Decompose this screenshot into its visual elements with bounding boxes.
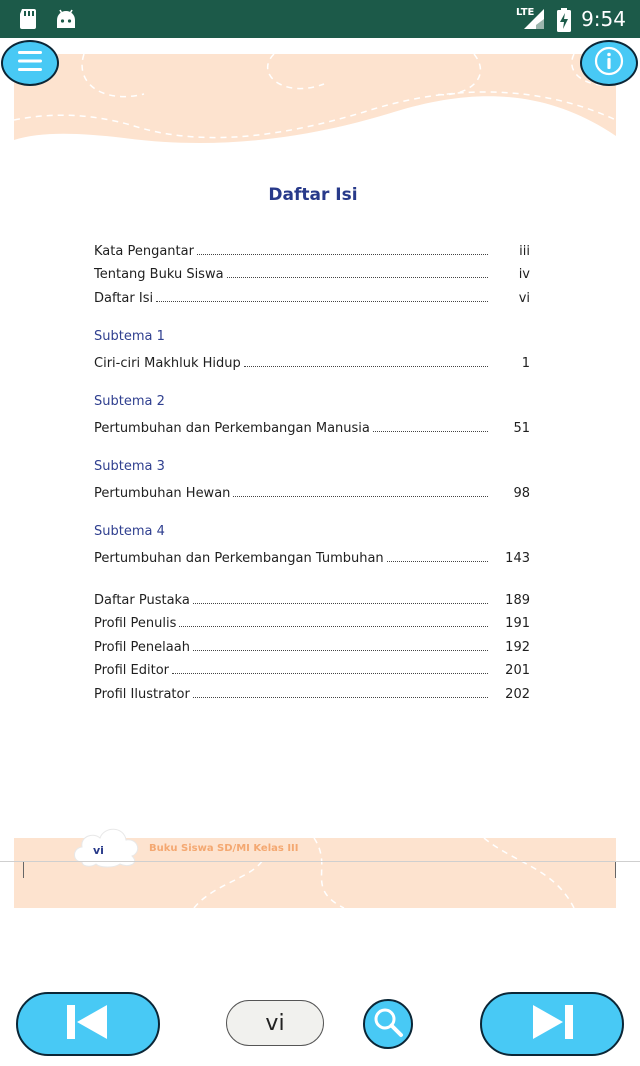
menu-button[interactable] — [1, 40, 59, 86]
subtema-heading: Subtema 3 — [94, 459, 165, 474]
previous-page-button[interactable] — [16, 992, 160, 1056]
toc-row — [94, 658, 530, 678]
toc-page-number: iv — [518, 267, 530, 282]
toc-dots — [179, 625, 488, 627]
toc-page-number: 202 — [505, 687, 530, 702]
info-icon — [593, 45, 625, 81]
toc-row — [94, 635, 530, 655]
skip-previous-icon — [65, 1003, 111, 1045]
clock-time: 9:54 — [581, 7, 626, 31]
network-type-label: LTE — [516, 7, 535, 18]
toc-dots — [244, 365, 488, 367]
toc-label: Tentang Buku Siswa — [94, 267, 224, 282]
toc-dots — [373, 430, 488, 432]
toc-dots — [156, 300, 488, 302]
status-bar — [0, 0, 640, 38]
toc-page-number: vi — [518, 291, 530, 306]
android-icon — [55, 8, 77, 34]
toc-row — [94, 286, 530, 306]
toc-page-number: 189 — [505, 593, 530, 608]
subtema-heading: Subtema 4 — [94, 524, 165, 539]
toc-label: Profil Penulis — [94, 616, 177, 631]
toc-page-number: 143 — [505, 551, 530, 566]
toc-dots — [227, 276, 488, 278]
toc-page-number: 201 — [505, 663, 530, 678]
toc-label: Kata Pengantar — [94, 244, 194, 259]
toc-label: Pertumbuhan dan Perkembangan Manusia — [94, 421, 370, 436]
bottom-navigation-bar — [0, 982, 640, 1066]
info-button[interactable] — [580, 40, 638, 86]
toc-label: Pertumbuhan dan Perkembangan Tumbuhan — [94, 551, 384, 566]
toc-dots — [387, 560, 488, 562]
page-edge-line — [0, 861, 640, 862]
toc-row — [94, 481, 530, 501]
toc-row — [94, 611, 530, 631]
subtema-heading: Subtema 1 — [94, 329, 165, 344]
page-edge-tick — [23, 862, 24, 878]
header-decoration — [14, 54, 616, 164]
toc-row — [94, 682, 530, 702]
toc-page-number: 1 — [521, 356, 530, 371]
toc-label: Profil Editor — [94, 663, 170, 678]
toc-page-number: iii — [519, 244, 530, 259]
search-button[interactable] — [363, 999, 413, 1049]
toc-label: Profil Penelaah — [94, 640, 190, 655]
toc-dots — [172, 672, 488, 674]
toc-label: Pertumbuhan Hewan — [94, 486, 231, 501]
toc-row — [94, 416, 530, 436]
book-page — [0, 38, 640, 982]
footer-book-title: Buku Siswa SD/MI Kelas III — [149, 843, 299, 854]
subtema-heading: Subtema 2 — [94, 394, 165, 409]
toc-dots — [193, 602, 488, 604]
battery-charging-icon — [556, 8, 572, 36]
toc-dots — [193, 696, 488, 698]
toc-row — [94, 588, 530, 608]
toc-row — [94, 351, 530, 371]
toc-dots — [193, 649, 488, 651]
toc-row — [94, 546, 530, 566]
search-icon — [372, 1006, 404, 1042]
page-indicator[interactable]: vi — [226, 1000, 324, 1046]
toc-page-number: 51 — [513, 421, 530, 436]
page-edge-tick — [615, 862, 616, 878]
toc-label: Daftar Isi — [94, 291, 154, 306]
toc-page-number: 191 — [505, 616, 530, 631]
page-title: Daftar Isi — [268, 185, 358, 205]
toc-dots — [197, 253, 488, 255]
toc-dots — [233, 495, 488, 497]
toc-row — [94, 239, 530, 259]
hamburger-menu-icon — [17, 49, 43, 77]
toc-label: Profil Ilustrator — [94, 687, 190, 702]
toc-label: Daftar Pustaka — [94, 593, 190, 608]
toc-page-number: 192 — [505, 640, 530, 655]
toc-row — [94, 262, 530, 282]
skip-next-icon — [529, 1003, 575, 1045]
next-page-button[interactable] — [480, 992, 624, 1056]
signal-icon — [522, 8, 546, 34]
toc-page-number: 98 — [513, 486, 530, 501]
toc-label: Ciri-ciri Makhluk Hidup — [94, 356, 241, 371]
sd-card-icon — [18, 8, 38, 34]
footer-page-number: vi — [93, 844, 104, 857]
